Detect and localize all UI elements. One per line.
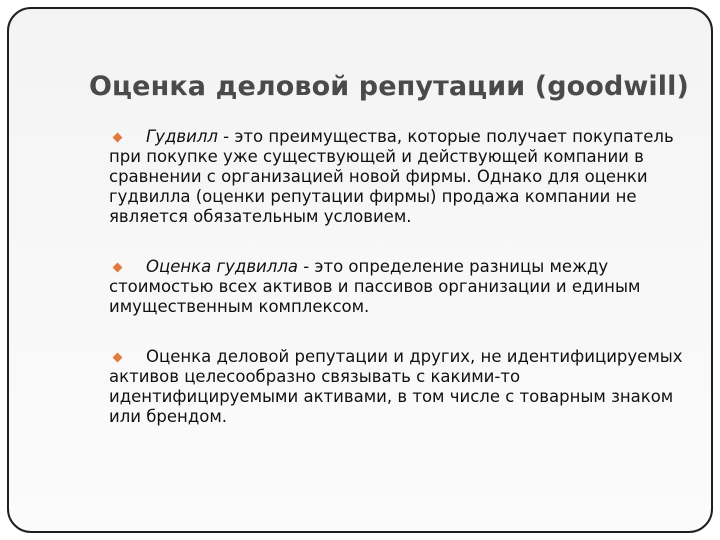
slide-frame bbox=[7, 7, 713, 533]
bullet-text: - это преимущества, которые получает покупатель при покупке уже существующей и действующей компании в сравнении с организацией новой фирмы. Однако для оценки гудвилла (оценки репутации фирмы) продажа компании не является обязательным условием. bbox=[109, 127, 674, 226]
bullet-text: Оценка деловой репутации и других, не идентифицируемых активов целесообразно связывать с какими-то идентифицируемыми активами, в том числе с товарным знаком или брендом. bbox=[109, 347, 683, 426]
bullet-term: Гудвилл bbox=[146, 127, 218, 146]
bullet-item-reputation-valuation bbox=[109, 347, 699, 427]
diamond-bullet-icon bbox=[113, 133, 123, 143]
slide-title: Оценка деловой репутации (goodwill) bbox=[89, 71, 689, 102]
diamond-bullet-icon bbox=[113, 263, 123, 273]
bullet-text: - это определение разницы между стоимостью всех активов и пассивов организации и единым имущественным комплексом. bbox=[109, 257, 641, 316]
bullet-list bbox=[109, 127, 699, 427]
bullet-term: Оценка гудвилла bbox=[146, 257, 298, 276]
diamond-bullet-icon bbox=[113, 353, 123, 363]
bullet-item-goodwill bbox=[109, 127, 699, 227]
bullet-item-goodwill-valuation bbox=[109, 257, 699, 317]
